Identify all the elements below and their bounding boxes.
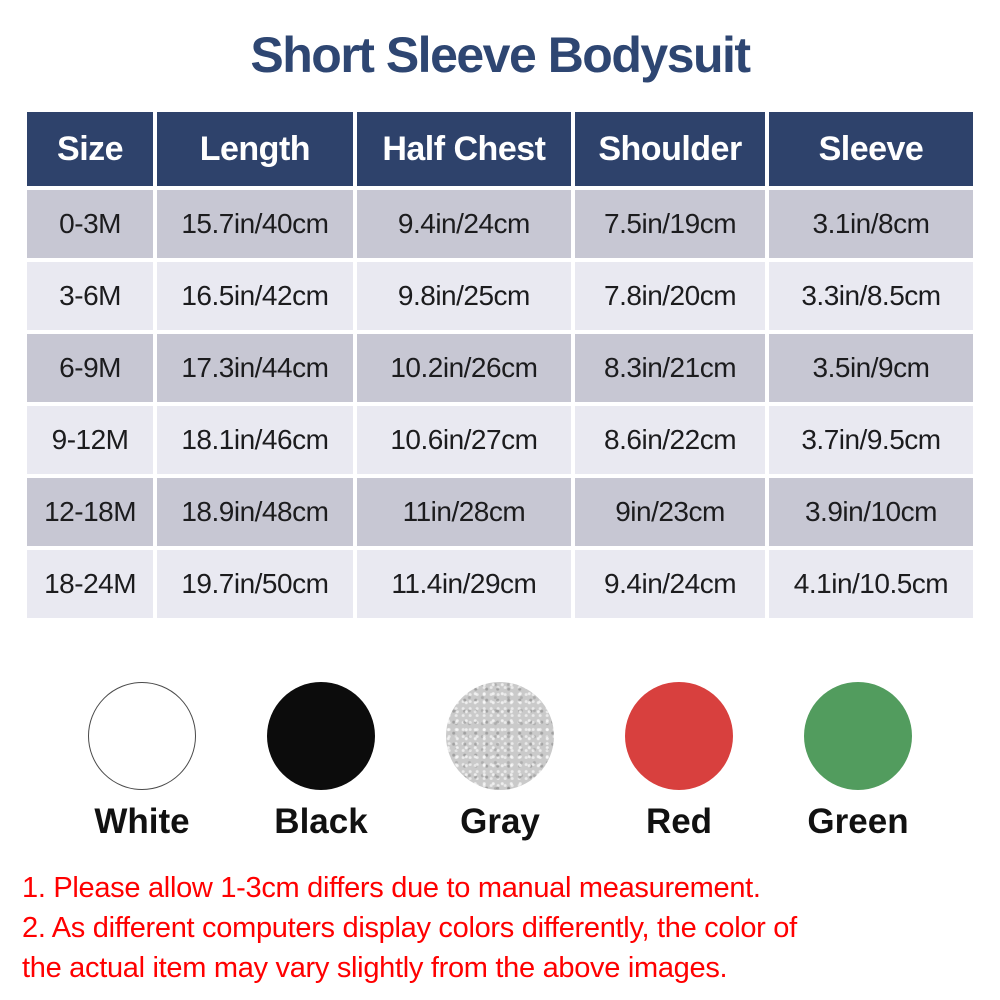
table-cell: 7.8in/20cm	[573, 260, 767, 332]
swatch-label-green: Green	[807, 802, 909, 841]
table-cell: 3.9in/10cm	[767, 476, 975, 548]
size-cell: 18-24M	[25, 548, 155, 620]
swatch-label-black: Black	[274, 802, 368, 841]
table-cell: 10.6in/27cm	[355, 404, 574, 476]
table-cell: 8.3in/21cm	[573, 332, 767, 404]
table-cell: 9.4in/24cm	[573, 548, 767, 620]
black-color-circle	[267, 682, 375, 790]
header-row	[25, 110, 975, 188]
swatch-label-red: Red	[645, 802, 713, 841]
table-row	[25, 188, 975, 260]
table-cell: 11.4in/29cm	[355, 548, 574, 620]
table-cell: 4.1in/10.5cm	[767, 548, 975, 620]
red-color-circle	[625, 682, 733, 790]
size-cell: 12-18M	[25, 476, 155, 548]
disclaimer-notes	[22, 868, 980, 988]
size-table	[23, 108, 977, 622]
table-cell: 17.3in/44cm	[155, 332, 355, 404]
note-color-line-2: the actual item may vary slightly from the above images.	[22, 952, 728, 985]
table-cell: 9.4in/24cm	[355, 188, 574, 260]
swatch-white	[88, 682, 196, 842]
table-row	[25, 260, 975, 332]
size-cell: 6-9M	[25, 332, 155, 404]
table-cell: 3.3in/8.5cm	[767, 260, 975, 332]
swatch-gray	[446, 682, 554, 842]
table-row	[25, 548, 975, 620]
white-color-circle	[88, 682, 196, 790]
color-swatches-section	[0, 682, 1000, 842]
table-row	[25, 404, 975, 476]
note-measurement: 1. Please allow 1-3cm differs due to manual measurement.	[22, 872, 761, 904]
swatch-red	[625, 682, 733, 842]
size-table-body	[25, 188, 975, 620]
table-cell: 15.7in/40cm	[155, 188, 355, 260]
swatch-label-gray: Gray	[460, 802, 540, 841]
swatch-green	[804, 682, 912, 842]
table-cell: 11in/28cm	[355, 476, 574, 548]
table-cell: 9in/23cm	[573, 476, 767, 548]
table-cell: 3.5in/9cm	[767, 332, 975, 404]
table-cell: 19.7in/50cm	[155, 548, 355, 620]
table-cell: 18.1in/46cm	[155, 404, 355, 476]
swatch-black	[267, 682, 375, 842]
table-cell: 3.7in/9.5cm	[767, 404, 975, 476]
swatch-label-white: White	[94, 802, 190, 841]
size-table-header	[25, 110, 975, 188]
column-header-shoulder: Shoulder	[573, 110, 767, 188]
table-cell: 18.9in/48cm	[155, 476, 355, 548]
table-cell: 8.6in/22cm	[573, 404, 767, 476]
gray-color-circle	[446, 682, 554, 790]
column-header-halfchest: Half Chest	[355, 110, 574, 188]
column-header-length: Length	[155, 110, 355, 188]
table-cell: 7.5in/19cm	[573, 188, 767, 260]
table-cell: 3.1in/8cm	[767, 188, 975, 260]
table-cell: 16.5in/42cm	[155, 260, 355, 332]
table-row	[25, 332, 975, 404]
column-header-sleeve: Sleeve	[767, 110, 975, 188]
note-color-line-1: 2. As different computers display colors differently, the color of	[22, 912, 797, 945]
table-row	[25, 476, 975, 548]
size-cell: 9-12M	[25, 404, 155, 476]
size-cell: 0-3M	[25, 188, 155, 260]
column-header-size: Size	[25, 110, 155, 188]
table-cell: 9.8in/25cm	[355, 260, 574, 332]
size-cell: 3-6M	[25, 260, 155, 332]
green-color-circle	[804, 682, 912, 790]
page-title: Short Sleeve Bodysuit	[250, 27, 750, 83]
table-cell: 10.2in/26cm	[355, 332, 574, 404]
